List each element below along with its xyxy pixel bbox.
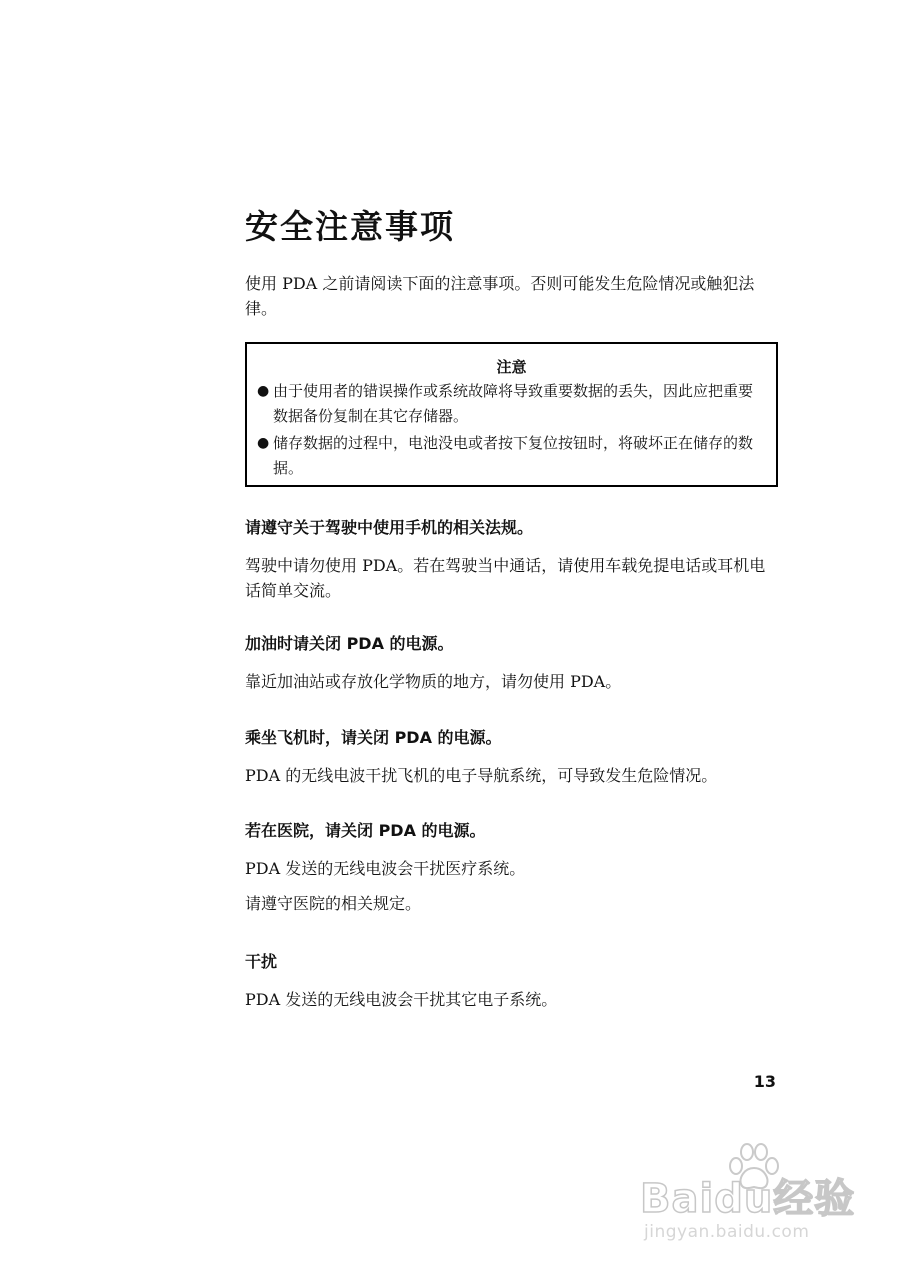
section-heading: 干扰 bbox=[245, 952, 278, 971]
notice-item bbox=[257, 431, 766, 481]
section-hospital bbox=[245, 820, 780, 916]
section-heading: 加油时请关闭 PDA 的电源。 bbox=[245, 634, 454, 653]
notice-item bbox=[257, 379, 766, 429]
notice-item-text: 由于使用者的错误操作或系统故障将导致重要数据的丢失，因此应把重要数据备份复制在其它存储器。 bbox=[273, 382, 754, 425]
section-body: 请遵守医院的相关规定。 bbox=[245, 894, 422, 913]
bullet-icon: ● bbox=[257, 435, 270, 451]
section-body: PDA 发送的无线电波会干扰医疗系统。 bbox=[245, 859, 526, 878]
intro-paragraph: 使用 PDA 之前请阅读下面的注意事项。否则可能发生危险情况或触犯法律。 bbox=[245, 274, 755, 318]
watermark-url: jingyan.baidu.com bbox=[644, 1222, 810, 1242]
watermark bbox=[640, 1142, 870, 1252]
section-interference bbox=[245, 951, 780, 1012]
section-airplane bbox=[245, 727, 780, 788]
page-number: 13 bbox=[753, 1072, 776, 1091]
section-body: PDA 的无线电波干扰飞机的电子导航系统，可导致发生危险情况。 bbox=[245, 766, 718, 785]
page-title: 安全注意事项 bbox=[245, 207, 455, 246]
section-body: PDA 发送的无线电波会干扰其它电子系统。 bbox=[245, 990, 558, 1009]
notice-list bbox=[247, 379, 776, 481]
section-heading: 若在医院，请关闭 PDA 的电源。 bbox=[245, 821, 486, 840]
section-heading: 乘坐飞机时，请关闭 PDA 的电源。 bbox=[245, 728, 502, 747]
watermark-brand: Baidu经验 bbox=[640, 1176, 856, 1222]
notice-item-text: 储存数据的过程中，电池没电或者按下复位按钮时，将破坏正在储存的数据。 bbox=[273, 434, 754, 477]
section-body: 驾驶中请勿使用 PDA。若在驾驶当中通话，请使用车载免提电话或耳机电话简单交流。 bbox=[245, 556, 766, 600]
notice-box bbox=[245, 342, 778, 487]
section-driving bbox=[245, 517, 780, 603]
section-body: 靠近加油站或存放化学物质的地方，请勿使用 PDA。 bbox=[245, 672, 622, 691]
notice-heading: 注意 bbox=[496, 358, 527, 376]
bullet-icon: ● bbox=[257, 383, 270, 399]
section-heading: 请遵守关于驾驶中使用手机的相关法规。 bbox=[245, 518, 534, 537]
section-refueling bbox=[245, 633, 780, 694]
